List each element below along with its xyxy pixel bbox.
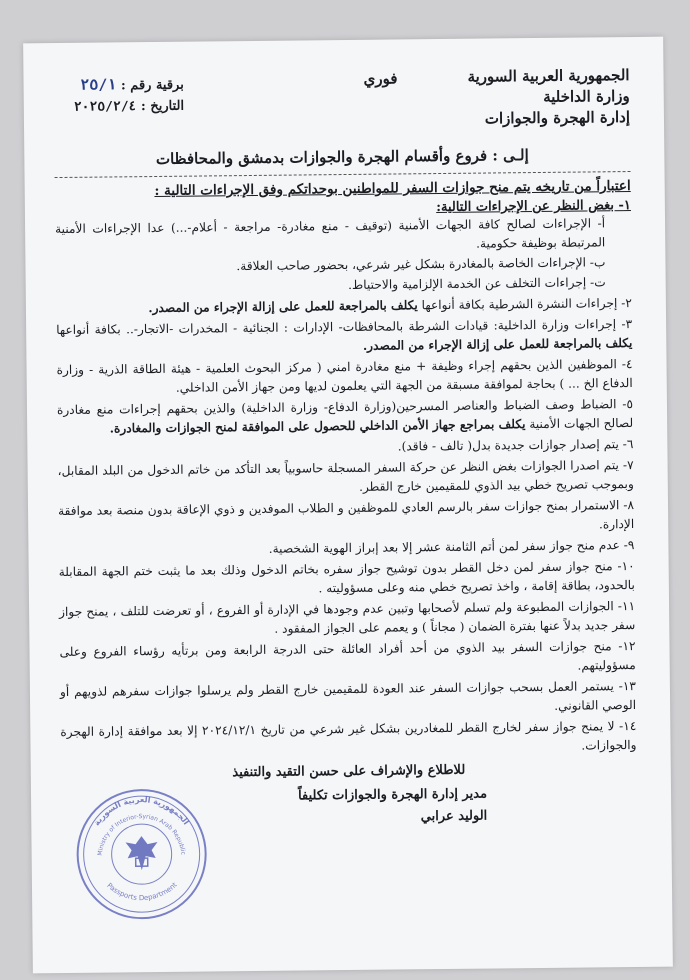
procedure-item-12: ١٢- منح جوازات السفر بيد الذوي من أحد أفراد العائلة حتى الدرجة الرابعة ومن برتأيه رؤساء الفروع وعلى مسؤوليتهم. bbox=[59, 638, 636, 673]
addressee-line: إلـى : فروع وأقسام الهجرة والجوازات بدمشق والمحافظات bbox=[155, 146, 529, 168]
procedure-item-2: ٢- إجراءات النشرة الشرطية بكافة أنواعها يكلف بالمراجعة للعمل على إزالة الإجراء من المصدر. bbox=[148, 296, 632, 316]
issuer-block bbox=[467, 65, 630, 130]
ministry-name: وزارة الداخلية bbox=[543, 87, 630, 106]
procedure-item-7: ٧- يتم اصدرا الجوازات بغض النظر عن حركة السفر المسجلة حاسوبياً بعد التأكد من خاتم الدخول من البلد المقابل، وبموجب تصريح خطي بيد الذوي للمقيمين خارج القطر. bbox=[57, 458, 634, 494]
section1-heading: ١- بغض النظر عن الإجراءات التالية: bbox=[436, 198, 631, 216]
signatory-title: مدير إدارة الهجرة والجوازات تكليفاً bbox=[297, 786, 488, 804]
letterhead bbox=[53, 65, 630, 147]
country-name: الجمهورية العربية السورية bbox=[467, 66, 630, 86]
section1-sub-c: ت- إجراءات التخلف عن الخدمة الإلزامية والاحتياط. bbox=[348, 275, 606, 292]
closing-line: للاطلاع والإشراف على حسن التقيد والتنفيذ bbox=[232, 762, 466, 781]
procedure-item-9: ٩- عدم منح جواز سفر لمن أتم الثامنة عشر إلا بعد إبراز الهوية الشخصية. bbox=[268, 538, 635, 556]
reference-block bbox=[73, 74, 184, 118]
section1-sub-b: ب- الإجراءات الخاصة بالمغادرة بشكل غير شرعي، بحضور صاحب العلاقة. bbox=[236, 255, 606, 274]
procedure-item-10: ١٠- منح جواز سفر لمن دخل القطر بدون توشيح جواز سفره بخاتم الدخول وذلك بعد ما يثبت ختم الجهة المقابلة بالحدود، بطاقة إقامة ، واخذ تصريح خطي منه وعلى مسؤوليته . bbox=[58, 559, 635, 596]
telegram-label: برقية رقم : bbox=[120, 77, 184, 94]
telegram-number: ٢٥/١ bbox=[80, 75, 117, 94]
stamp-english-text: Ministry of Interior-Syrian Arab Republic bbox=[96, 813, 187, 857]
stamp-bottom-text: Passports Department bbox=[105, 880, 179, 903]
divider bbox=[55, 171, 631, 178]
procedure-item-4: ٤- الموظفين الذين بحقهم إجراء وظيفة + منع مغادرة امني ( مركز البحوث العلمية - هيئة الطاقة الذرية - وزارة الدفاع الخ ... ) بحاجة لموافقة مسبقة من الجهة التي يعلمون لديها ومن جهاز الأمن الداخلي. bbox=[56, 357, 633, 395]
procedure-item-5: ٥- الضباط وصف الضباط والعناصر المسرحين(وزارة الدفاع- وزارة الداخلية) والذين بحقهم إجراءات منع مغادرة لصالح الجهات الأمنية يكلف بمراجع جهاز الأمن الداخلي للحصول على الموافقة لمنح الجوازات والمغادرة. bbox=[56, 397, 634, 436]
directorate-name: إدارة الهجرة والجوازات bbox=[484, 108, 631, 128]
procedure-item-11: ١١- الجوازات المطبوعة ولم تسلم لأصحابها وتبين عدم وجودها في الإدارة أو الفروع ، أو تعرضت للتلف ، يمنح جواز سفر جديد بدلاً عنها بفترة الضمان ( مجاناً ) و يعمم على الجواز المفقود . bbox=[59, 598, 636, 636]
document-content bbox=[53, 65, 637, 832]
date-label: التاريخ : bbox=[140, 98, 185, 115]
procedure-item-8: ٨- الاستمرار بمنح جوازات سفر بالرسم العادي للموظفين و الطلاب الموفدين و ذوي الإعاقة بدون منصة بعد موافقة الإدارة. bbox=[57, 498, 635, 532]
intro-statement: اعتباراً من تاريخه يتم منح جوازات السفر للمواطنين بوحداتكم وفق الإجراءات التالية : bbox=[154, 178, 631, 200]
procedure-item-14: ١٤- لا يمنح جواز سفر لخارج القطر للمغادرين بشكل غير شرعي من تاريخ ٢٠٢٤/١٢/١ إلا بعد موافقة إدارة الهجرة والجوازات. bbox=[60, 718, 637, 753]
eagle-emblem-icon bbox=[125, 836, 157, 870]
procedure-item-13: ١٣- يستمر العمل بسحب جوازات السفر عند العودة للمقيمين خارج القطر ولم يرسلوا جوازات سفرهم لذويهم أو الوصي القانوني. bbox=[59, 678, 637, 713]
procedure-item-6: ٦- يتم إصدار جوازات جديدة بدل( تالف - فاقد). bbox=[397, 437, 634, 454]
document-page bbox=[23, 37, 673, 974]
section1-sub-a: أ- الإجراءات لصالح كافة الجهات الأمنية (توقيف - منع مغادرة- مراجعة - أعلام-...) عدا الإجراءات الأمنية المرتبطة بوظيفة حكومية. bbox=[55, 216, 606, 251]
date-line bbox=[74, 96, 184, 118]
date-value: ٢٠٢٥/٢/٤ bbox=[73, 99, 137, 115]
signatory-name: الوليد عرابي bbox=[420, 808, 488, 825]
stamp-arabic-text: الجمهورية العربية السورية bbox=[92, 795, 191, 828]
urgency-label: فوري bbox=[363, 69, 398, 88]
procedure-item-3: ٣- إجراءات وزارة الداخلية: قيادات الشرطة بالمحافظات- الإدارات : الجنائية - المخدرات -الاتجار-.. بكافة أنواعها يكلف بالمراجعة للعمل على إزالة الإجراء من المصدر. bbox=[56, 317, 633, 353]
telegram-line bbox=[73, 74, 183, 97]
official-stamp bbox=[71, 783, 212, 924]
